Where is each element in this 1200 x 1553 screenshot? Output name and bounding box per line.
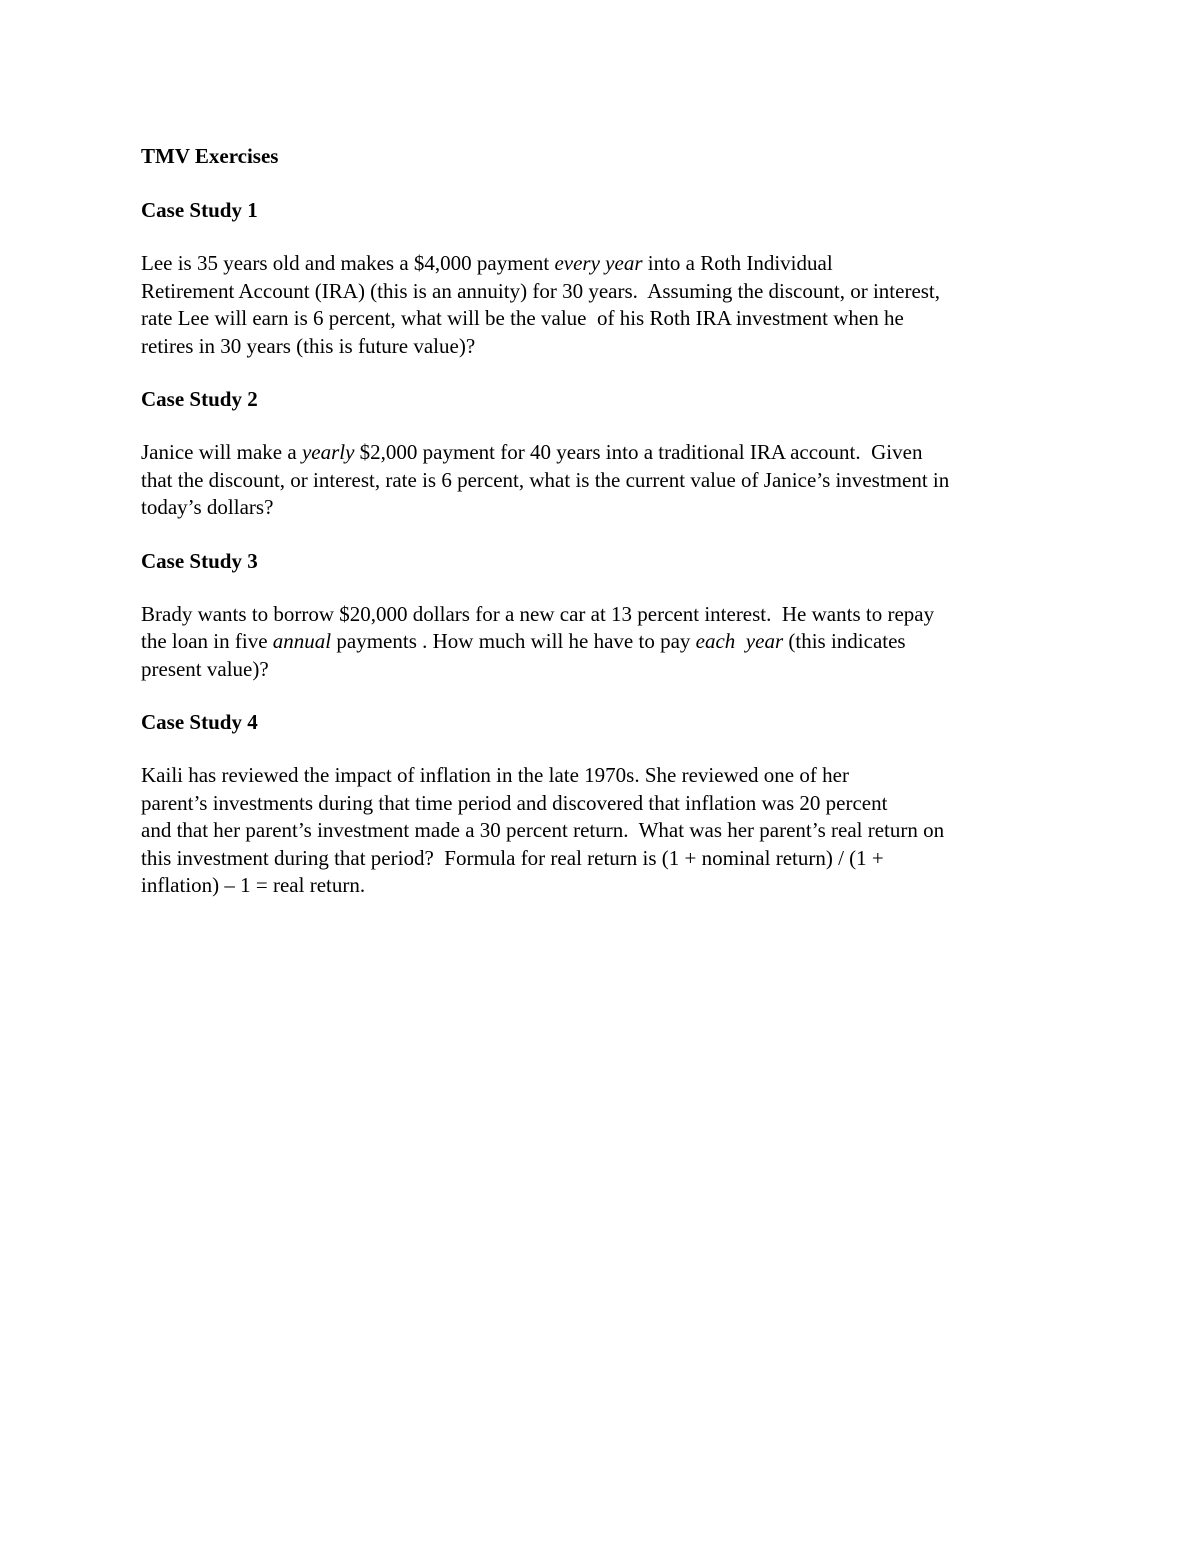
body-line	[141, 818, 944, 842]
case-study-1	[141, 197, 1061, 386]
case-study-heading: Case Study 3	[141, 548, 258, 573]
body-text: this investment during that period? Formula for real return is (1 + nominal return) / (1 +	[141, 845, 884, 870]
body-line	[141, 306, 904, 330]
body-line	[141, 251, 833, 275]
body-line	[141, 791, 887, 815]
body-line	[141, 334, 475, 358]
body-text: the loan in five	[141, 629, 273, 653]
case-study-body	[141, 762, 1061, 900]
body-line	[141, 440, 922, 464]
emphasized-text: annual	[272, 629, 332, 653]
body-text: retires in 30 years (this is future value)?	[141, 333, 476, 358]
body-text: Lee is 35 years old and makes a $4,000 payment	[141, 251, 555, 275]
case-study-heading: Case Study 2	[141, 387, 258, 411]
body-text: today’s dollars?	[141, 495, 274, 519]
body-line	[141, 763, 849, 787]
body-text: rate Lee will earn is 6 percent, what will be the value of his Roth IRA investment when he	[141, 306, 904, 330]
document-title: TMV Exercises	[141, 144, 279, 168]
emphasized-text: every year	[554, 251, 643, 275]
body-text: and that her parent’s investment made a 30 percent return. What was her parent’s real return on	[141, 818, 945, 842]
body-line	[141, 629, 906, 653]
body-text: Janice will make a	[141, 440, 302, 464]
body-text: Brady wants to borrow $20,000 dollars for a new car at 13 percent interest. He wants to repay	[141, 601, 935, 626]
body-line	[141, 657, 269, 681]
case-study-4	[141, 709, 1061, 900]
case-study-list	[141, 197, 1061, 900]
case-study-heading: Case Study 1	[141, 198, 258, 222]
body-text: payments . How much will he have to pay	[331, 629, 696, 653]
body-text: inflation) – 1 = real return.	[141, 873, 366, 897]
case-study-body	[141, 601, 1061, 684]
case-study-2	[141, 386, 1061, 548]
body-line	[141, 279, 940, 303]
case-study-3	[141, 548, 1061, 710]
body-text: (this indicates	[783, 629, 906, 653]
body-text: $2,000 payment for 40 years into a traditional IRA account. Given	[354, 440, 923, 464]
body-text: Kaili has reviewed the impact of inflation in the late 1970s. She reviewed one of her	[141, 763, 849, 787]
body-line	[141, 468, 949, 492]
body-text: present value)?	[141, 656, 269, 681]
body-text: parent’s investments during that time period and discovered that inflation was 20 percent	[141, 790, 888, 815]
body-text: into a Roth Individual	[642, 251, 833, 275]
document-page	[141, 143, 1061, 900]
body-line	[141, 495, 273, 519]
case-study-heading: Case Study 4	[141, 710, 258, 734]
body-text: that the discount, or interest, rate is 6 percent, what is the current value of Janice’s investment in	[141, 467, 950, 492]
case-study-body	[141, 250, 1061, 360]
emphasized-text: each year	[695, 629, 784, 653]
emphasized-text: yearly	[301, 440, 355, 464]
body-line	[141, 873, 365, 897]
body-text: Retirement Account (IRA) (this is an annuity) for 30 years. Assuming the discount, or interest,	[141, 278, 941, 303]
body-line	[141, 846, 884, 870]
body-line	[141, 602, 934, 626]
case-study-body	[141, 439, 1061, 522]
